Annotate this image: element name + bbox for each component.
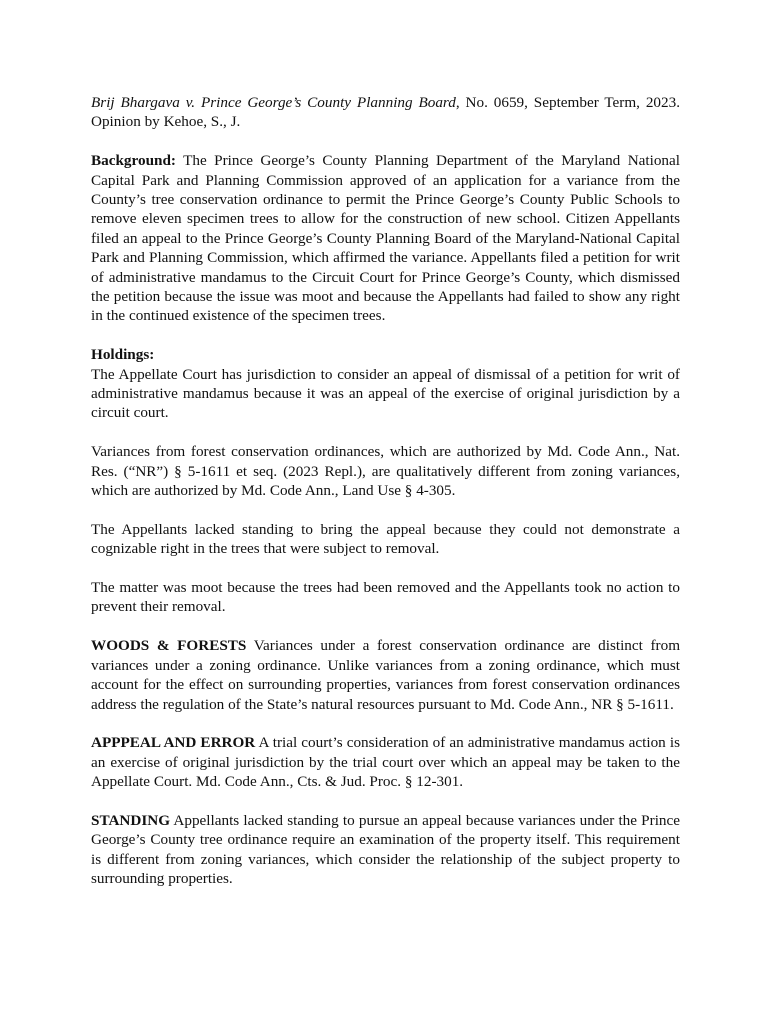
background-label: Background: <box>91 152 176 170</box>
holding-paragraph: Variances from forest conservation ordinances, which are authorized by Md. Code Ann., Nat. Res. (“NR”) § 5-1611 et seq. (2023 Repl.), are qualitatively different from zoning variances, which are authorized by Md. Code Ann., Land Use § 4-305. <box>91 443 680 500</box>
headnote-label: APPPEAL AND ERROR <box>91 734 256 752</box>
headnote-standing <box>91 811 680 889</box>
citation-line <box>91 93 680 132</box>
holdings-label: Holdings: <box>91 346 155 364</box>
case-name: Brij Bhargava v. Prince George’s County Planning Board <box>91 94 456 111</box>
headnote-label: WOODS & FORESTS <box>91 637 247 655</box>
headnote-label: STANDING <box>91 811 171 829</box>
background-paragraph <box>91 151 680 326</box>
headnote-text: Appellants lacked standing to pursue an appeal because variances under the Prince George’s County tree ordinance require an examination of the property itself. This requirement is different from zoning variances, which consider the relationship of the subject property to surrounding properties. <box>91 811 680 888</box>
holding-paragraph: The matter was moot because the trees had been removed and the Appellants took no action to prevent their removal. <box>91 579 680 616</box>
document-body <box>91 93 680 908</box>
holding-paragraph: The Appellate Court has jurisdiction to consider an appeal of dismissal of a petition for writ of administrative mandamus because it was an appeal of the exercise of original jurisdiction by a circuit court. <box>91 365 680 422</box>
holding-paragraph: The Appellants lacked standing to bring the appeal because they could not demonstrate a cognizable right in the trees that were subject to removal. <box>91 520 680 558</box>
citation-details: , No. 0659, September Term, 2023. Opinion by Kehoe, S., J. <box>91 94 681 131</box>
holdings-heading <box>91 345 680 364</box>
headnote-text: Variances under a forest conservation ordinance are distinct from variances under a zoning ordinance. Unlike variances from a zoning ordinance, which must account for the effect on surrounding properties, variances from forest conservation ordinances address the regulation of the State’s natural resources pursuant to Md. Code Ann., NR § 5-1611. <box>91 637 681 713</box>
background-text: The Prince George’s County Planning Department of the Maryland National Capital Park and Planning Commission approved of an application for a variance from the County’s tree conservation ordinance to permit the Prince George’s County Public Schools to remove eleven specimen trees to allow for the construction of new school. Citizen Appellants filed an appeal to the Prince George’s County Planning Board of the Maryland-National Capital Park and Planning Commission, which affirmed the variance. Appellants filed a petition for writ of administrative mandamus to the Circuit Court for Prince George’s County, which dismissed the petition because the issue was moot and because the Appellants had failed to show any right in the continued existence of the specimen trees. <box>91 152 680 325</box>
headnote-text: A trial court’s consideration of an administrative mandamus action is an exercise of original jurisdiction by the trial court over which an appeal may be taken to the Appellate Court. Md. Code Ann., Cts. & Jud. Proc. § 12-301. <box>91 734 680 791</box>
headnote-appeal-and-error <box>91 733 680 791</box>
headnote-woods-forests <box>91 636 680 714</box>
